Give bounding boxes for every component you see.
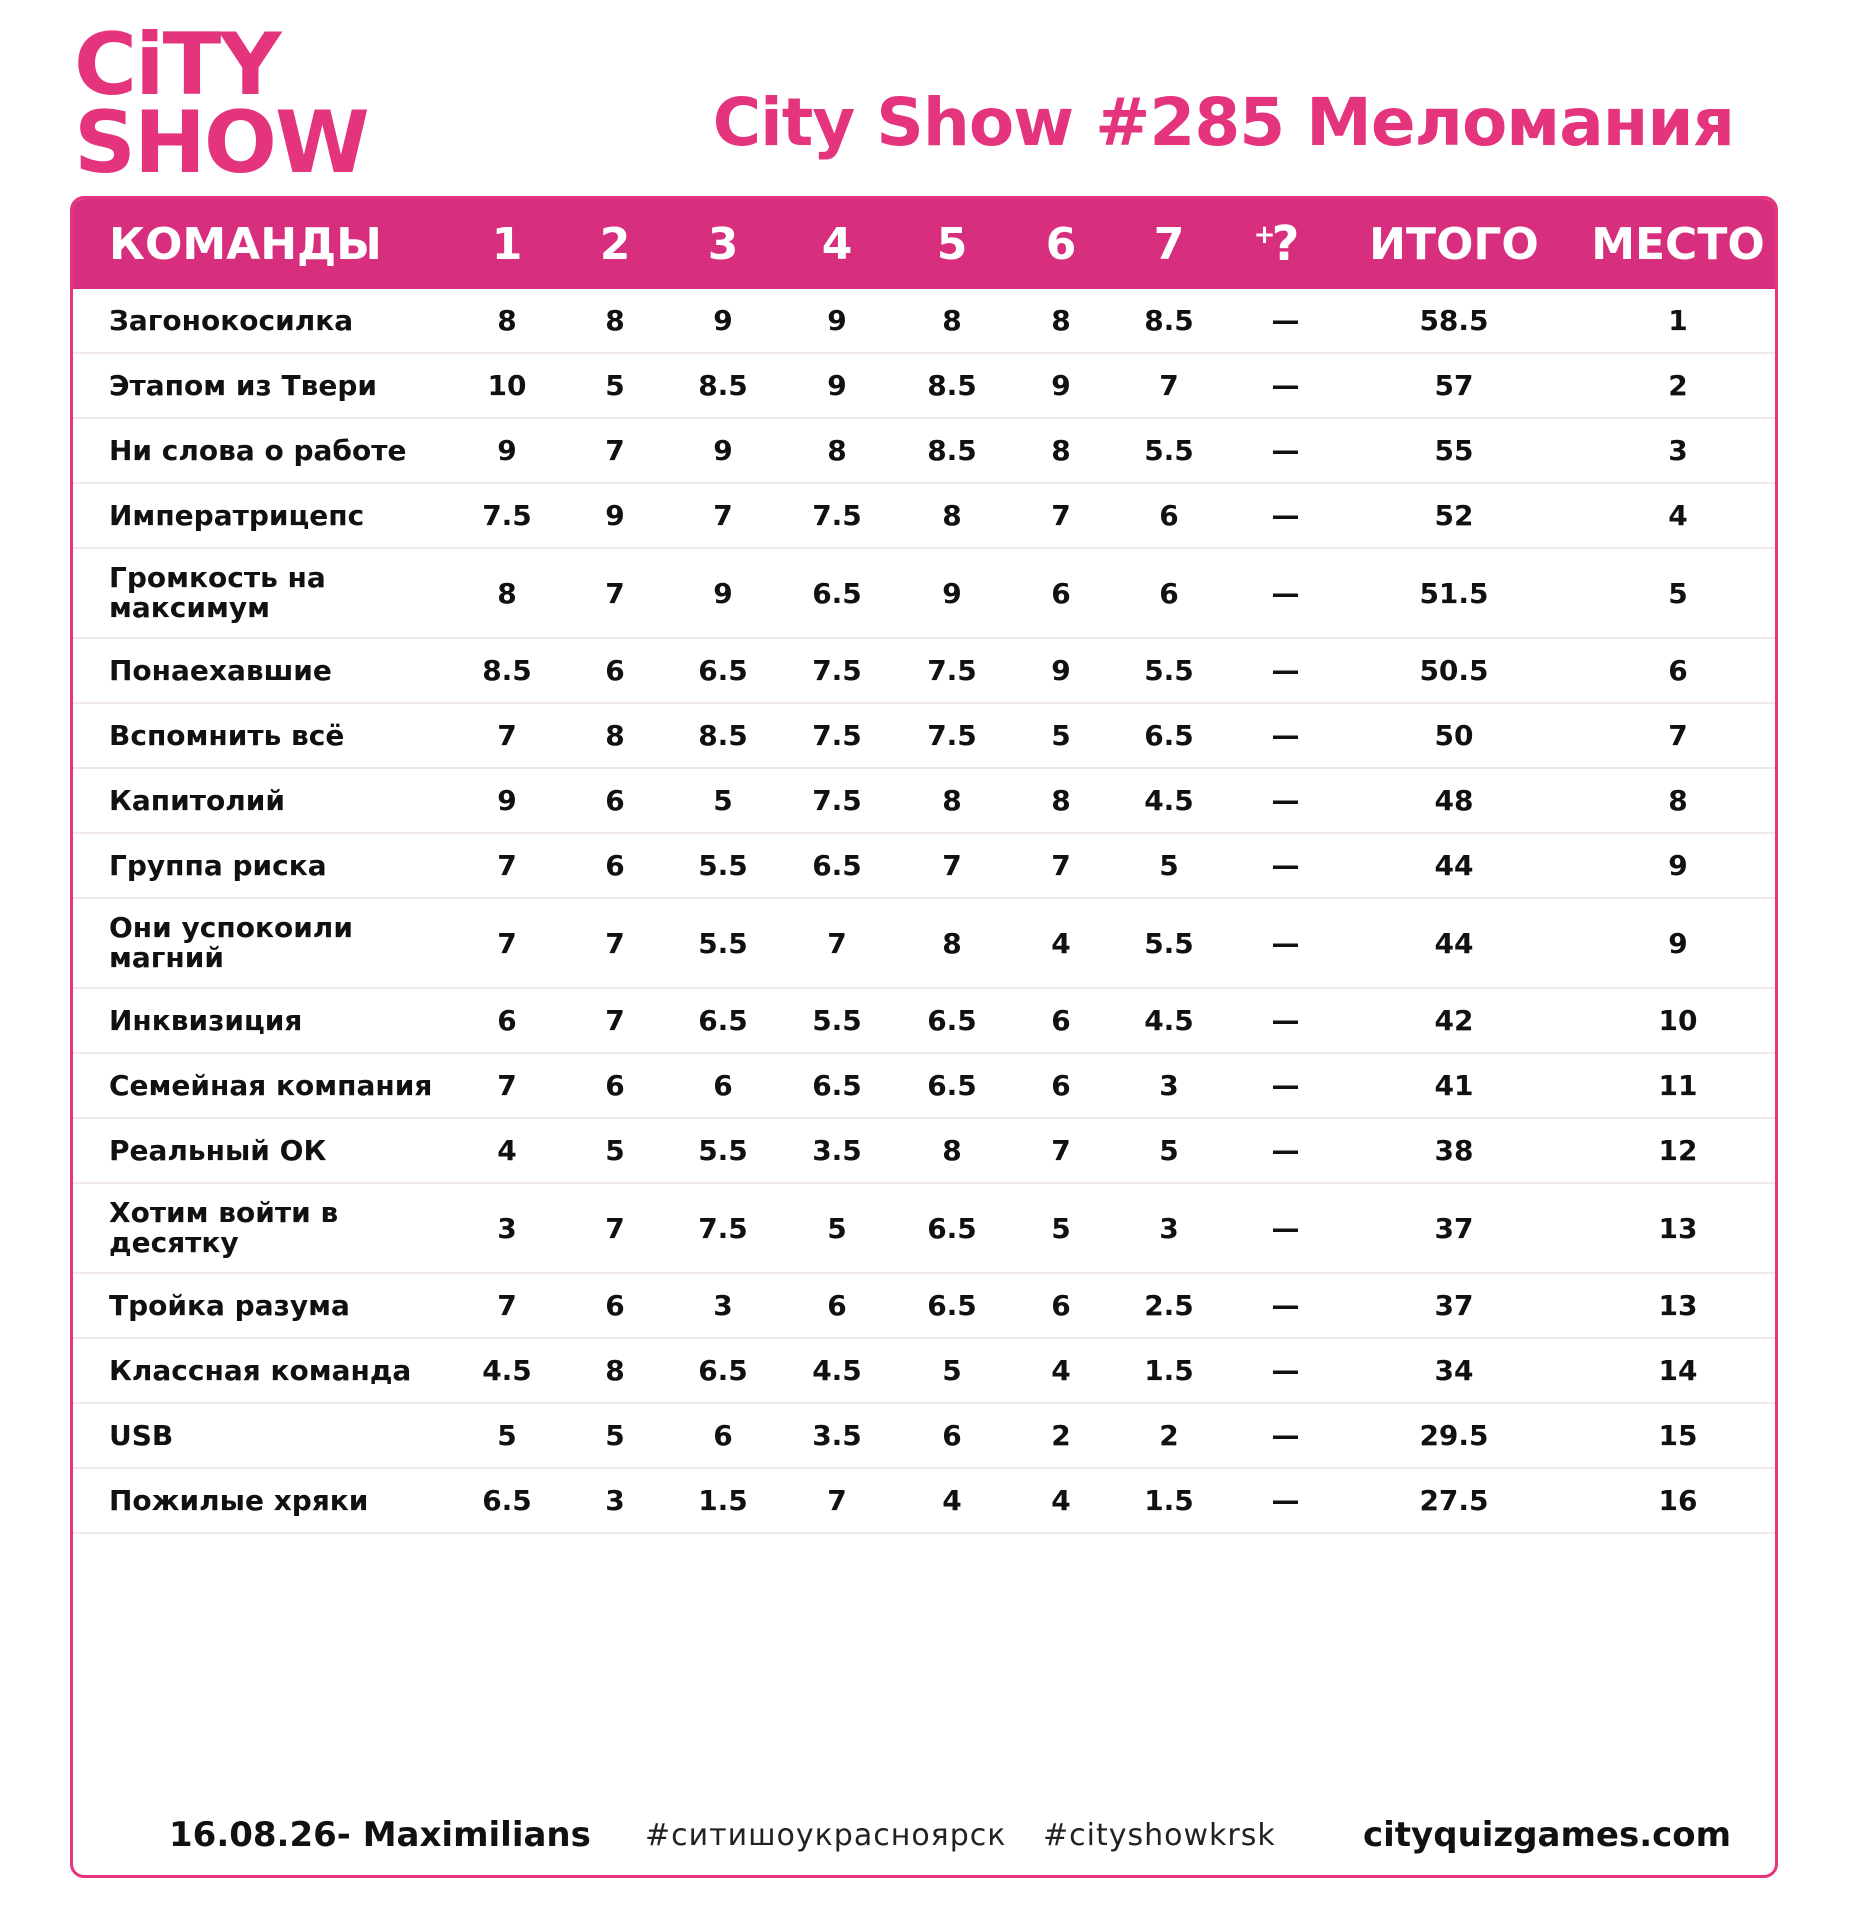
total-score: 44 <box>1434 849 1474 882</box>
round-5-score: 6.5 <box>927 1069 977 1102</box>
round-2-score: 7 <box>605 926 625 960</box>
team-name: Тройка разума <box>109 1288 350 1322</box>
place: 7 <box>1668 719 1688 752</box>
place: 10 <box>1658 1004 1698 1037</box>
place: 13 <box>1658 1211 1698 1245</box>
total-score: 55 <box>1434 434 1474 467</box>
round-7-score: 4.5 <box>1144 784 1194 817</box>
bonus-score: — <box>1271 1354 1300 1387</box>
round-3-score: 5 <box>713 784 733 817</box>
round-4-score: 3.5 <box>812 1419 862 1452</box>
footer-hashtag-en: #cityshowkrsk <box>1043 1817 1276 1853</box>
round-6-score: 4 <box>1051 926 1071 960</box>
header-round-1: 1 <box>491 218 523 270</box>
round-1-score: 7 <box>497 849 517 882</box>
table-row <box>73 289 1775 354</box>
team-name: Реальный ОК <box>109 1133 327 1167</box>
round-7-score: 3 <box>1159 1211 1179 1245</box>
round-4-score: 7.5 <box>812 499 862 532</box>
round-1-score: 8 <box>497 576 517 610</box>
footer <box>73 1795 1775 1875</box>
total-score: 48 <box>1434 784 1474 817</box>
round-7-score: 1.5 <box>1144 1354 1194 1387</box>
table-row <box>73 354 1775 419</box>
footer-date-venue: 16.08.26- Maximilians <box>169 1815 591 1855</box>
team-name: Понаехавшие <box>109 653 332 687</box>
team-name: Классная команда <box>109 1353 412 1387</box>
round-3-score: 1.5 <box>698 1484 748 1517</box>
round-4-score: 7.5 <box>812 719 862 752</box>
bonus-score: — <box>1271 1484 1300 1517</box>
bonus-score: — <box>1271 926 1300 960</box>
round-1-score: 10 <box>487 369 527 402</box>
round-2-score: 3 <box>605 1484 625 1517</box>
place: 13 <box>1658 1289 1698 1322</box>
round-7-score: 2 <box>1159 1419 1179 1452</box>
round-6-score: 6 <box>1051 576 1071 610</box>
round-4-score: 9 <box>827 369 847 402</box>
page-title: City Show #285 Меломания <box>712 84 1734 161</box>
total-score: 37 <box>1434 1211 1474 1245</box>
round-1-score: 7 <box>497 719 517 752</box>
round-2-score: 8 <box>605 719 625 752</box>
round-7-score: 5.5 <box>1144 434 1194 467</box>
place: 16 <box>1658 1484 1698 1517</box>
round-5-score: 8 <box>942 304 962 337</box>
header-round-3: 3 <box>707 218 739 270</box>
total-score: 52 <box>1434 499 1474 532</box>
round-2-score: 7 <box>605 576 625 610</box>
bonus-score: — <box>1271 1134 1300 1167</box>
header-round-4: 4 <box>821 218 853 270</box>
total-score: 34 <box>1434 1354 1474 1387</box>
round-6-score: 6 <box>1051 1069 1071 1102</box>
logo-line-1: CiTY <box>74 15 280 115</box>
round-1-score: 3 <box>497 1211 517 1245</box>
round-5-score: 6 <box>942 1419 962 1452</box>
round-1-score: 4.5 <box>482 1354 532 1387</box>
round-2-score: 5 <box>605 1419 625 1452</box>
round-6-score: 7 <box>1051 849 1071 882</box>
round-3-score: 7.5 <box>698 1211 748 1245</box>
round-3-score: 9 <box>713 434 733 467</box>
table-row <box>73 1184 1775 1274</box>
team-name: Капитолий <box>109 783 285 817</box>
team-name: Группа риска <box>109 848 327 882</box>
round-1-score: 9 <box>497 784 517 817</box>
round-3-score: 7 <box>713 499 733 532</box>
total-score: 51.5 <box>1419 576 1489 610</box>
bonus-score: — <box>1271 1211 1300 1245</box>
bonus-score: — <box>1271 1419 1300 1452</box>
place: 5 <box>1668 576 1688 610</box>
round-5-score: 7.5 <box>927 654 977 687</box>
round-3-score: 8.5 <box>698 719 748 752</box>
round-2-score: 6 <box>605 654 625 687</box>
round-1-score: 6.5 <box>482 1484 532 1517</box>
place: 14 <box>1658 1354 1698 1387</box>
round-4-score: 3.5 <box>812 1134 862 1167</box>
round-6-score: 4 <box>1051 1484 1071 1517</box>
header-total: ИТОГО <box>1369 218 1539 270</box>
header-round-7: 7 <box>1153 218 1185 270</box>
round-4-score: 7.5 <box>812 654 862 687</box>
round-2-score: 5 <box>605 369 625 402</box>
round-2-score: 6 <box>605 1069 625 1102</box>
round-6-score: 5 <box>1051 719 1071 752</box>
team-name: Семейная компания <box>109 1068 433 1102</box>
place: 8 <box>1668 784 1688 817</box>
total-score: 58.5 <box>1419 304 1489 337</box>
table-row <box>73 419 1775 484</box>
team-name: Императрицепс <box>109 498 365 532</box>
round-3-score: 6.5 <box>698 1004 748 1037</box>
round-6-score: 2 <box>1051 1419 1071 1452</box>
header-round-6: 6 <box>1045 218 1077 270</box>
round-6-score: 9 <box>1051 654 1071 687</box>
round-4-score: 6 <box>827 1289 847 1322</box>
place: 6 <box>1668 654 1688 687</box>
round-3-score: 6 <box>713 1419 733 1452</box>
table-row <box>73 1339 1775 1404</box>
round-3-score: 6.5 <box>698 654 748 687</box>
round-2-score: 8 <box>605 304 625 337</box>
table-row <box>73 1469 1775 1534</box>
total-score: 41 <box>1434 1069 1474 1102</box>
round-7-score: 5.5 <box>1144 926 1194 960</box>
bonus-score: — <box>1271 1069 1300 1102</box>
place: 1 <box>1668 304 1688 337</box>
round-5-score: 8 <box>942 926 962 960</box>
footer-hashtag-ru: #ситишоукрасноярск <box>645 1817 1007 1853</box>
footer-site: cityquizgames.com <box>1363 1815 1732 1855</box>
round-7-score: 5 <box>1159 1134 1179 1167</box>
total-score: 50 <box>1434 719 1474 752</box>
place: 9 <box>1668 926 1688 960</box>
round-4-score: 6.5 <box>812 849 862 882</box>
total-score: 37 <box>1434 1289 1474 1322</box>
round-3-score: 9 <box>713 304 733 337</box>
team-name: Пожилые хряки <box>109 1483 369 1517</box>
round-3-score: 9 <box>713 576 733 610</box>
round-5-score: 6.5 <box>927 1004 977 1037</box>
round-6-score: 7 <box>1051 499 1071 532</box>
round-4-score: 7 <box>827 1484 847 1517</box>
total-score: 44 <box>1434 926 1474 960</box>
round-4-score: 6.5 <box>812 1069 862 1102</box>
round-7-score: 1.5 <box>1144 1484 1194 1517</box>
round-6-score: 9 <box>1051 369 1071 402</box>
bonus-score: — <box>1271 849 1300 882</box>
place: 12 <box>1658 1134 1698 1167</box>
round-7-score: 6 <box>1159 499 1179 532</box>
round-6-score: 8 <box>1051 784 1071 817</box>
table-row <box>73 704 1775 769</box>
plus-question-icon: + ? <box>1253 216 1300 272</box>
round-2-score: 5 <box>605 1134 625 1167</box>
table-row <box>73 1054 1775 1119</box>
table-row <box>73 989 1775 1054</box>
round-7-score: 6 <box>1159 576 1179 610</box>
header-round-2: 2 <box>599 218 631 270</box>
round-4-score: 8 <box>827 434 847 467</box>
round-1-score: 6 <box>497 1004 517 1037</box>
round-7-score: 6.5 <box>1144 719 1194 752</box>
total-score: 38 <box>1434 1134 1474 1167</box>
round-7-score: 3 <box>1159 1069 1179 1102</box>
total-score: 50.5 <box>1419 654 1489 687</box>
total-score: 27.5 <box>1419 1484 1489 1517</box>
total-score: 29.5 <box>1419 1419 1489 1452</box>
round-2-score: 9 <box>605 499 625 532</box>
round-1-score: 7 <box>497 1069 517 1102</box>
round-2-score: 7 <box>605 1004 625 1037</box>
round-6-score: 5 <box>1051 1211 1071 1245</box>
round-7-score: 7 <box>1159 369 1179 402</box>
table-row <box>73 899 1775 989</box>
results-table <box>70 196 1778 1878</box>
table-row <box>73 1119 1775 1184</box>
round-4-score: 7.5 <box>812 784 862 817</box>
round-4-score: 7 <box>827 926 847 960</box>
bonus-score: — <box>1271 304 1300 337</box>
round-5-score: 6.5 <box>927 1211 977 1245</box>
round-3-score: 8.5 <box>698 369 748 402</box>
round-5-score: 8 <box>942 499 962 532</box>
round-7-score: 5 <box>1159 849 1179 882</box>
team-name: Этапом из Твери <box>109 368 377 402</box>
round-2-score: 6 <box>605 784 625 817</box>
header-bonus <box>1223 216 1348 272</box>
bonus-score: — <box>1271 434 1300 467</box>
round-7-score: 5.5 <box>1144 654 1194 687</box>
table-header <box>73 199 1775 289</box>
bonus-score: — <box>1271 784 1300 817</box>
round-1-score: 4 <box>497 1134 517 1167</box>
logo-line-2: SHOW <box>74 93 368 193</box>
round-1-score: 8 <box>497 304 517 337</box>
bonus-score: — <box>1271 654 1300 687</box>
round-6-score: 4 <box>1051 1354 1071 1387</box>
round-4-score: 4.5 <box>812 1354 862 1387</box>
table-row <box>73 484 1775 549</box>
place: 9 <box>1668 849 1688 882</box>
bonus-score: — <box>1271 1004 1300 1037</box>
bonus-score: — <box>1271 1289 1300 1322</box>
round-3-score: 5.5 <box>698 849 748 882</box>
table-row <box>73 769 1775 834</box>
place: 4 <box>1668 499 1688 532</box>
round-1-score: 7 <box>497 926 517 960</box>
team-name: Громкость на максимум <box>109 561 326 624</box>
round-7-score: 4.5 <box>1144 1004 1194 1037</box>
bonus-score: — <box>1271 369 1300 402</box>
round-3-score: 6 <box>713 1069 733 1102</box>
round-2-score: 8 <box>605 1354 625 1387</box>
team-name: USB <box>109 1418 174 1452</box>
round-2-score: 6 <box>605 849 625 882</box>
table-row <box>73 639 1775 704</box>
round-5-score: 5 <box>942 1354 962 1387</box>
team-name: Инквизиция <box>109 1003 303 1037</box>
total-score: 42 <box>1434 1004 1474 1037</box>
round-2-score: 7 <box>605 1211 625 1245</box>
round-2-score: 6 <box>605 1289 625 1322</box>
round-3-score: 3 <box>713 1289 733 1322</box>
round-7-score: 8.5 <box>1144 304 1194 337</box>
round-5-score: 7.5 <box>927 719 977 752</box>
team-name: Вспомнить всё <box>109 718 345 752</box>
place: 15 <box>1658 1419 1698 1452</box>
team-name: Хотим войти в десятку <box>109 1196 339 1259</box>
round-5-score: 4 <box>942 1484 962 1517</box>
round-4-score: 6.5 <box>812 576 862 610</box>
round-1-score: 7.5 <box>482 499 532 532</box>
table-body <box>73 289 1775 1534</box>
round-1-score: 9 <box>497 434 517 467</box>
round-6-score: 6 <box>1051 1289 1071 1322</box>
round-6-score: 8 <box>1051 304 1071 337</box>
round-1-score: 5 <box>497 1419 517 1452</box>
bonus-score: — <box>1271 499 1300 532</box>
place: 11 <box>1658 1069 1698 1102</box>
team-name: Загонокосилка <box>109 303 354 337</box>
round-5-score: 6.5 <box>927 1289 977 1322</box>
round-5-score: 8 <box>942 1134 962 1167</box>
header-teams: КОМАНДЫ <box>109 218 382 270</box>
round-5-score: 8.5 <box>927 369 977 402</box>
round-6-score: 6 <box>1051 1004 1071 1037</box>
round-5-score: 9 <box>942 576 962 610</box>
round-1-score: 8.5 <box>482 654 532 687</box>
round-7-score: 2.5 <box>1144 1289 1194 1322</box>
table-row <box>73 1404 1775 1469</box>
round-3-score: 5.5 <box>698 1134 748 1167</box>
round-6-score: 8 <box>1051 434 1071 467</box>
round-3-score: 5.5 <box>698 926 748 960</box>
table-row <box>73 1274 1775 1339</box>
bonus-score: — <box>1271 576 1300 610</box>
bonus-score: — <box>1271 719 1300 752</box>
total-score: 57 <box>1434 369 1474 402</box>
table-row <box>73 834 1775 899</box>
round-5-score: 8 <box>942 784 962 817</box>
round-5-score: 8.5 <box>927 434 977 467</box>
round-4-score: 5 <box>827 1211 847 1245</box>
team-name: Они успокоили магний <box>109 911 353 974</box>
header-place: МЕСТО <box>1591 218 1765 270</box>
round-4-score: 5.5 <box>812 1004 862 1037</box>
round-1-score: 7 <box>497 1289 517 1322</box>
round-4-score: 9 <box>827 304 847 337</box>
place: 3 <box>1668 434 1688 467</box>
round-2-score: 7 <box>605 434 625 467</box>
round-5-score: 7 <box>942 849 962 882</box>
round-6-score: 7 <box>1051 1134 1071 1167</box>
place: 2 <box>1668 369 1688 402</box>
round-3-score: 6.5 <box>698 1354 748 1387</box>
table-row <box>73 549 1775 639</box>
team-name: Ни слова о работе <box>109 433 407 467</box>
city-show-logo <box>74 15 374 193</box>
header-round-5: 5 <box>936 218 968 270</box>
